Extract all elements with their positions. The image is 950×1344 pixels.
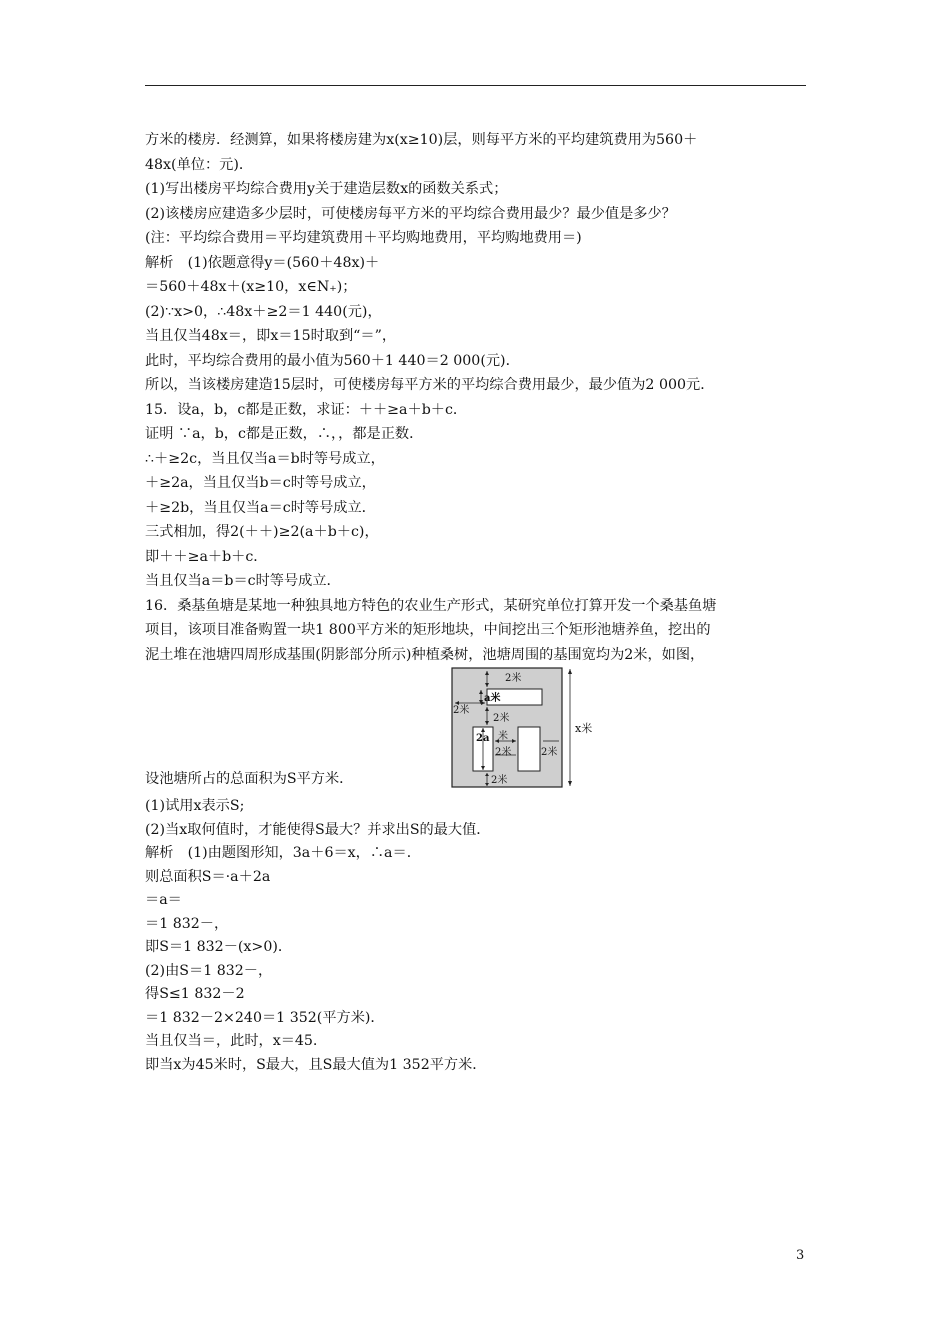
label-left: 2米 — [453, 705, 470, 716]
section-a — [145, 128, 810, 594]
text-line: ＝1 832－2×240＝1 352(平方米)． — [145, 1009, 385, 1026]
text-line: (2)由S＝1 832－， — [145, 962, 273, 979]
text-line: 解析 (1)依题意得y＝(560＋48x)＋ — [145, 254, 380, 271]
text-line: ＝1 832－， — [145, 915, 229, 932]
text-line: 即当x为45米时，S最大，且S最大值为1 352平方米． — [145, 1056, 487, 1073]
text-line: ＋≥2b，当且仅当a＝c时等号成立． — [145, 499, 376, 516]
text-line: 此时，平均综合费用的最小值为560＋1 440＝2 000(元)． — [145, 352, 520, 369]
label-gap1: 米 — [498, 731, 508, 742]
text-line: 证明 ∵a，b，c都是正数，∴，，都是正数． — [145, 426, 424, 442]
text-line: (1)试用x表示S; — [145, 798, 245, 814]
text-line: 当且仅当48x＝，即x＝15时取到“＝”， — [145, 328, 397, 344]
label-gap2: 2米 — [495, 747, 512, 758]
text-line: 解析 (1)由题图形知，3a＋6＝x，∴a＝． — [145, 845, 421, 861]
text-line: (2)该楼房应建造多少层时，可使楼房每平方米的平均综合费用最少？最少值是多少？ — [145, 205, 676, 222]
text-line: ＝560＋48x＋(x≥10，x∈N₊)； — [145, 279, 357, 295]
label-a2: 2a — [476, 733, 490, 744]
text-line: ＋≥2a，当且仅当b＝c时等号成立， — [145, 475, 376, 491]
text-line: 方米的楼房．经测算，如果将楼房建为x(x≥10)层，则每平方米的平均建筑费用为560＋ — [145, 132, 698, 148]
label-gap3: 2米 — [541, 747, 558, 758]
text-line: 即＋＋≥a＋b＋c． — [145, 548, 268, 565]
section-c — [145, 795, 810, 1077]
text-line: 当且仅当a＝b＝c时等号成立． — [145, 573, 341, 589]
text-line: 15．设a，b，c都是正数，求证：＋＋≥a＋b＋c． — [145, 401, 468, 418]
text-line: (2)当x取何值时，才能使得S最大？并求出S的最大值． — [145, 821, 491, 838]
figure-row — [145, 667, 810, 795]
label-a1: a米 — [484, 693, 501, 704]
label-mid: 2米 — [493, 713, 510, 724]
text-line: (注：平均综合费用＝平均建筑费用＋平均购地费用，平均购地费用＝) — [145, 230, 582, 246]
header-rule — [145, 85, 806, 86]
text-line: 三式相加，得2(＋＋)≥2(a＋b＋c)， — [145, 524, 379, 540]
text-line: 所以，当该楼房建造15层时，可使楼房每平方米的平均综合费用最少，最少值为2 000元． — [145, 377, 715, 393]
text-line: 得S≤1 832－2 — [145, 986, 245, 1002]
text-line: 项目，该项目准备购置一块1 800平方米的矩形地块，中间挖出三个矩形池塘养鱼，挖出的 — [145, 622, 711, 638]
text-line: (2)∵x>0，∴48x＋≥2＝1 440(元)， — [145, 303, 382, 320]
page-number: 3 — [796, 1248, 805, 1263]
text-line: 则总面积S＝·a＋2a — [145, 868, 271, 885]
text-line: 即S＝1 832－(x>0)． — [145, 939, 293, 955]
text-line: 当且仅当＝，此时，x＝45. — [145, 1033, 318, 1049]
document-body — [145, 128, 810, 1077]
figure-caption: 设池塘所占的总面积为S平方米． — [145, 771, 354, 787]
text-line: 16．桑基鱼塘是某地一种独具地方特色的农业生产形式，某研究单位打算开发一个桑基鱼塘 — [145, 597, 717, 614]
label-bottom: 2米 — [491, 775, 508, 786]
label-right: x米 — [575, 722, 593, 735]
label-top: 2米 — [505, 673, 522, 684]
text-line: (1)写出楼房平均综合费用y关于建造层数x的函数关系式； — [145, 181, 508, 197]
text-line: ∴＋≥2c，当且仅当a＝b时等号成立， — [145, 450, 385, 467]
text-line: 48x(单位：元)． — [145, 156, 254, 173]
pond-diagram — [451, 667, 621, 791]
text-line: 泥土堆在池塘四周形成基围(阴影部分所示)种植桑树，池塘周围的基围宽均为2米，如图， — [145, 646, 705, 663]
text-line: ＝a＝ — [145, 892, 182, 908]
section-b — [145, 594, 810, 668]
